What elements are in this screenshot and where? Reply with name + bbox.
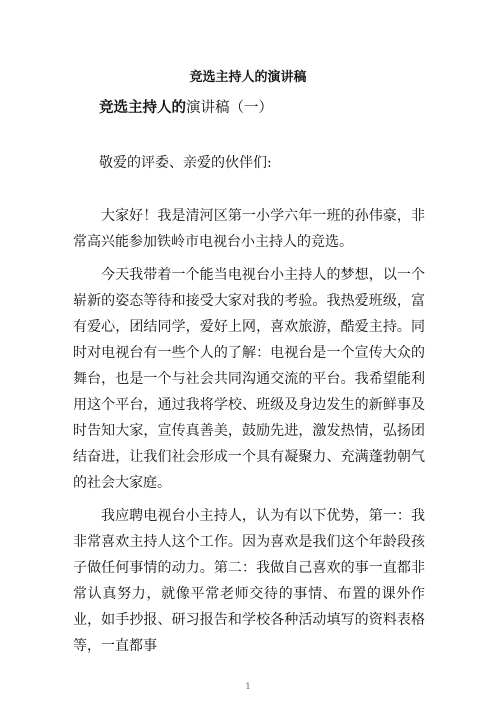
paragraph-dream: 今天我带着一个能当电视台小主持人的梦想，以一个崭新的姿态等待和接受大家对我的考验。我热爱班级，富有爱心，团结同学，爱好上网，喜欢旅游，酷爱主持。同时对电视台有一些个人的了解：电视台是一个宣传大众的舞台，也是一个与社会共同沟通交流的平台。我希望能利用这个平台，通过我将学校、班级及身边发生的新鲜事及时告知大家，宣传真善美，鼓励先进，激发热情，弘扬团结奋进，让我们社会形成一个具有凝聚力、充满蓬勃朝气的社会大家庭。: [73, 267, 425, 491]
document-subtitle: [99, 96, 273, 117]
subtitle-rest-part: 演讲稿（一）: [186, 100, 273, 116]
greeting-line: 敬爱的评委、亲爱的伙伴们:: [99, 155, 272, 171]
document-title: 竞选主持人的演讲稿: [189, 70, 307, 85]
page-number: 1: [245, 682, 251, 691]
subtitle-bold-part: 竞选主持人的: [99, 100, 186, 116]
paragraph-intro: 大家好！我是清河区第一小学六年一班的孙伟豪，非常高兴能参加铁岭市电视台小主持人的竞选。: [73, 208, 425, 250]
paragraph-advantages: 我应聘电视台小主持人，认为有以下优势，第一：我非常喜欢主持人这个工作。因为喜欢是我们这个年龄段孩子做任何事情的动力。第二：我做自己喜欢的事一直都非常认真努力，就像平常老师交待的事情、布置的课外作业，如手抄报、研习报告和学校各种活动填写的资料表格等，一直都事: [73, 508, 425, 654]
